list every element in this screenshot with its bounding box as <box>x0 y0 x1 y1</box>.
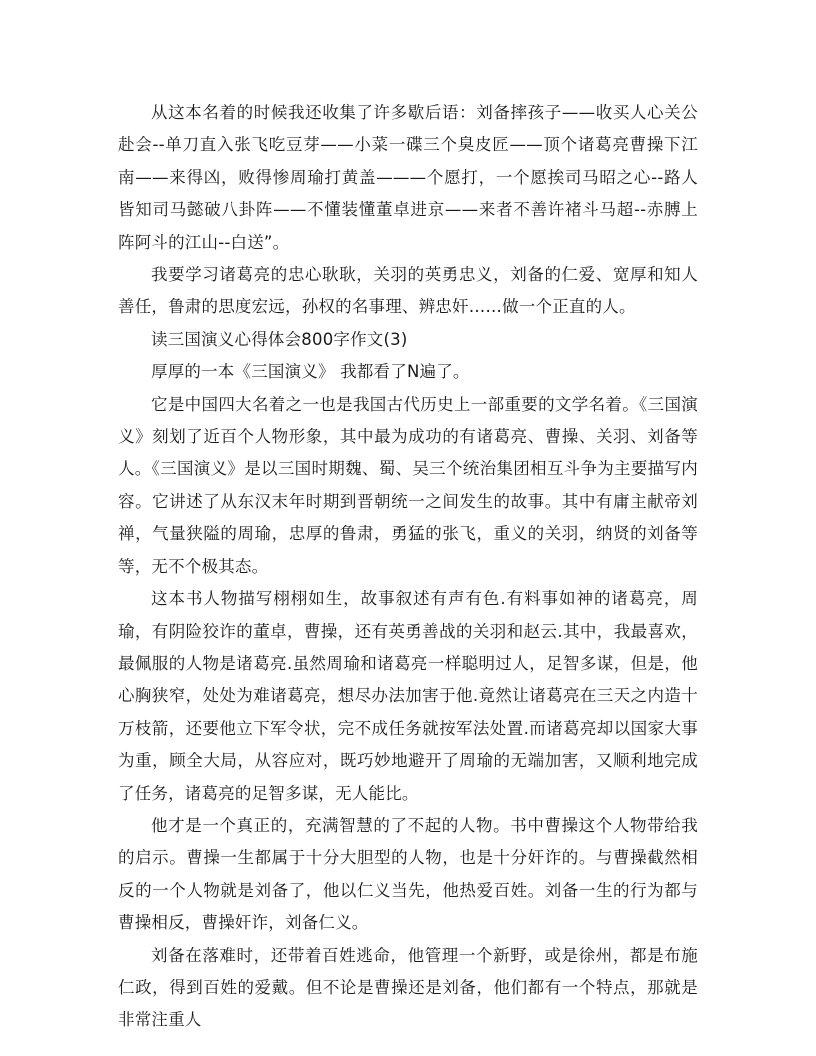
paragraph-proverbs: 从这本名着的时候我还收集了许多歇后语：刘备摔孩子——收买人心关公赴会--单刀直入张飞吃豆芽——小菜一碟三个臭皮匠——顶个诸葛亮曹操下江南——来得凶，败得惨周瑜打黄盖———个愿打，一个愿挨司马昭之心--路人皆知司马懿破八卦阵——不懂装懂董卓进京——来者不善许褚斗马超--赤膊上阵阿斗的江山--白送”。 <box>118 103 698 252</box>
paragraph-intro: 厚厚的一本《三国演义》 我都看了N遍了。 <box>151 362 470 382</box>
paragraph-characters: 这本书人物描写栩栩如生，故事叙述有声有色.有料事如神的诸葛亮，周瑜，有阴险狡诈的董卓，曹操，还有英勇善战的关羽和赵云.其中，我最喜欢，最佩服的人物是诸葛亮.虽然周瑜和诸葛亮一样聪明过人，足智多谋，但是，他心胸狭窄，处处为难诸葛亮，想尽办法加害于他.竟然让诸葛亮在三天之内造十万枝箭，还要他立下军令状，完不成任务就按军法处置.而诸葛亮却以国家大事为重，顾全大局，从容应对，既巧妙地避开了周瑜的无端加害，又顺利地完成了任务，诸葛亮的足智多谋，无人能比。 <box>118 589 698 803</box>
essay-heading: 读三国演义心得体会800字作文(3) <box>151 329 408 349</box>
paragraph-overview: 它是中国四大名着之一也是我国古代历史上一部重要的文学名着。《三国演义》刻划了近百个人物形象，其中最为成功的有诸葛亮、曹操、关羽、刘备等人。《三国演义》是以三国时期魏、蜀、吴三个统治集团相互斗争为主要描写内容。它讲述了从东汉末年时期到晋朝统一之间发生的故事。其中有庸主献帝刘禅，气量狭隘的周瑜，忠厚的鲁肃，勇猛的张飞，重义的关羽，纳贤的刘备等等，无不个极其态。 <box>118 394 698 576</box>
paragraph-learning: 我要学习诸葛亮的忠心耿耿，关羽的英勇忠义，刘备的仁爱、宽厚和知人善任，鲁肃的思度宏远，孙权的名事理、辨忠奸……做一个正直的人。 <box>118 265 698 317</box>
paragraph-liubei: 刘备在落难时，还带着百姓逃命，他管理一个新野，或是徐州，都是布施仁政，得到百姓的爱戴。但不论是曹操还是刘备，他们都有一个特点，那就是非常注重人 <box>118 945 698 1030</box>
paragraph-caocao: 他才是一个真正的，充满智慧的了不起的人物。书中曹操这个人物带给我的启示。曹操一生都属于十分大胆型的人物，也是十分奸诈的。与曹操截然相反的一个人物就是刘备了，他以仁义当先，他热爱百姓。刘备一生的行为都与曹操相反，曹操奸诈，刘备仁义。 <box>118 815 698 933</box>
document-body <box>118 97 698 1037</box>
